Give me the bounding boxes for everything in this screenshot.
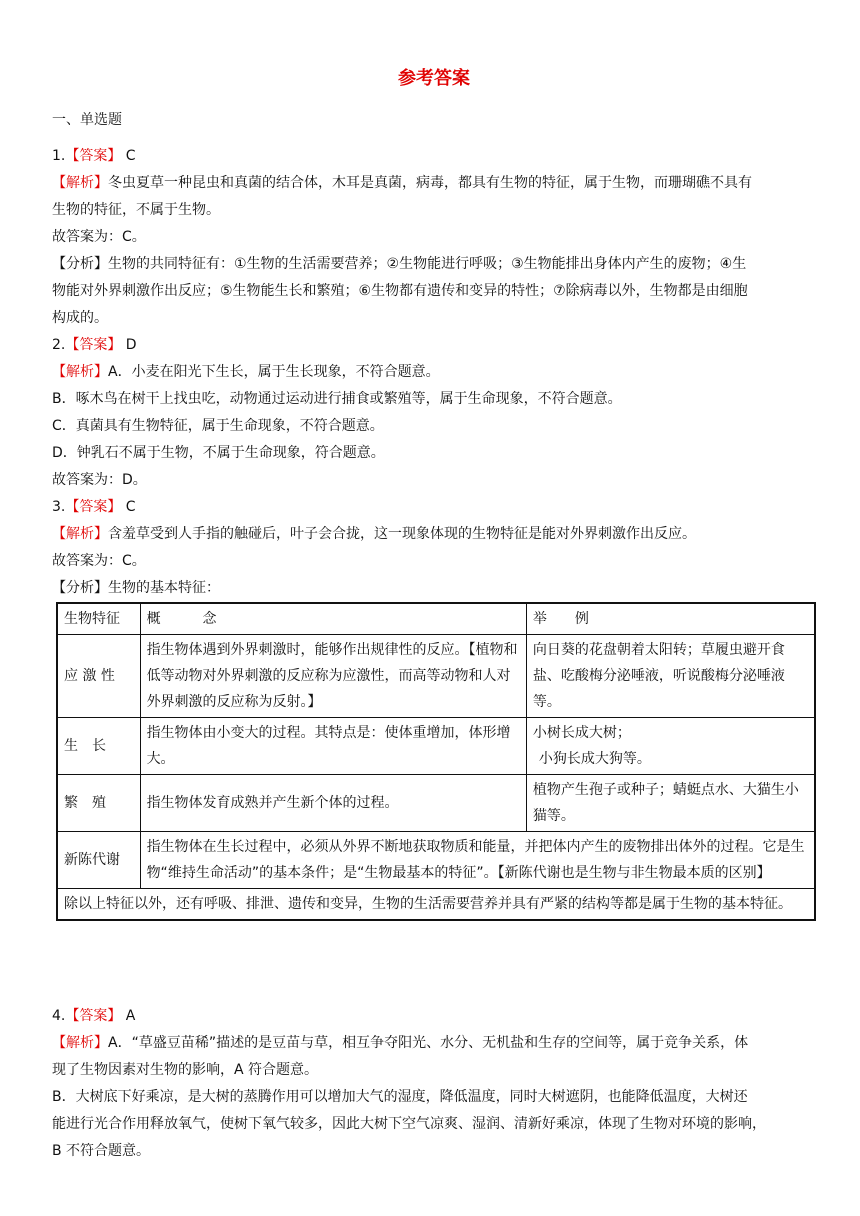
q3-explanation-text: 含羞草受到人手指的触碰后，叶子会合拢，这一现象体现的生物特征是能对外界刺激作出反应。 (108, 526, 696, 542)
feature-name: 应 激 性 (57, 635, 140, 718)
q4-explanation-b1: B．大树底下好乘凉，是大树的蒸腾作用可以增加大气的湿度，降低温度，同时大树遮阴，也能降低温度，大树还 (52, 1089, 748, 1105)
q2-explanation-tag: 【解析】 (52, 364, 108, 380)
feature-concept: 指生物体发育成熟并产生新个体的过程。 (140, 775, 526, 832)
q2-number: 2. (52, 337, 66, 353)
q1-explanation-text: 冬虫夏草一种昆虫和真菌的结合体，木耳是真菌，病毒，都具有生物的特征，属于生物，而珊瑚礁不具有 (108, 175, 752, 191)
q2-explanation-a (52, 362, 816, 382)
q2-answer-tag: 【答案】 (65, 337, 122, 353)
q3-answer-tag: 【答案】 (65, 499, 122, 515)
q4-explanation-a2: 现了生物因素对生物的影响，A 符合题意。 (52, 1062, 319, 1078)
feature-concept: 指生物体由小变大的过程。其特点是：使体重增加，体形增大。 (140, 718, 526, 775)
feature-example-line: 小狗长成大狗等。 (538, 751, 651, 767)
q4-explanation-b3: B 不符合题意。 (52, 1143, 151, 1159)
section-heading: 一、单选题 (52, 112, 122, 128)
q1-answer-tag: 【答案】 (65, 148, 122, 164)
q4-explanation-b2: 能进行光合作用释放氧气，使树下氧气较多，因此大树下空气凉爽、湿润、清新好乘凉，体现了生物对环境的影响， (52, 1116, 766, 1132)
table-row (57, 775, 815, 832)
feature-example: 向日葵的花盘朝着太阳转；草履虫避开食盐、吃酸梅分泌唾液，听说酸梅分泌唾液等。 (526, 635, 815, 718)
table-footer-row (57, 889, 815, 921)
features-table (56, 602, 816, 921)
q3-explanation-line1 (52, 524, 816, 544)
q1-answer-line (52, 146, 816, 166)
table-header-row (57, 603, 815, 635)
table-header-cell: 举 例 (526, 603, 815, 635)
table-header-cell: 概 念 (140, 603, 526, 635)
q4-option-a-text: A．“草盛豆苗稀”描述的是豆苗与草，相互争夺阳光、水分、无机盐和生存的空间等，属于竞争关系，体 (108, 1035, 749, 1051)
q3-analysis-text: 生物的基本特征： (108, 580, 220, 596)
table-header-cell: 生物特征 (57, 603, 140, 635)
q2-option-a-text: A．小麦在阳光下生长，属于生长现象，不符合题意。 (108, 364, 440, 380)
q2-answer: D (121, 337, 137, 353)
q1-number: 1. (52, 148, 66, 164)
feature-name: 繁 殖 (57, 775, 140, 832)
q1-explanation-line1 (52, 173, 816, 193)
q4-answer: A (121, 1008, 136, 1024)
q2-conclusion: 故答案为：D。 (52, 472, 147, 488)
q3-answer-line (52, 497, 816, 517)
q2-explanation-b: B．啄木鸟在树干上找虫吃，动物通过运动进行捕食或繁殖等，属于生命现象，不符合题意。 (52, 391, 622, 407)
q4-explanation-a1 (52, 1033, 816, 1053)
q3-conclusion: 故答案为：C。 (52, 553, 146, 569)
q3-number: 3. (52, 499, 66, 515)
page-title: 参考答案 (398, 68, 470, 89)
feature-example: 植物产生孢子或种子；蜻蜓点水、大猫生小猫等。 (526, 775, 815, 832)
q1-answer: C (121, 148, 136, 164)
q1-explanation-line2: 生物的特征，不属于生物。 (52, 202, 220, 218)
q3-explanation-tag: 【解析】 (52, 526, 108, 542)
feature-name: 新陈代谢 (57, 832, 140, 889)
feature-name: 生 长 (57, 718, 140, 775)
q3-answer: C (121, 499, 136, 515)
q1-analysis-line3: 构成的。 (52, 310, 108, 326)
q1-explanation-tag: 【解析】 (52, 175, 108, 191)
q1-analysis-line1 (52, 254, 816, 274)
feature-concept: 指生物体遇到外界刺激时，能够作出规律性的反应。【植物和低等动物对外界刺激的反应称为应激性，而高等动物和人对外界刺激的反应称为反射。】 (140, 635, 526, 718)
feature-example (526, 718, 815, 775)
table-row (57, 635, 815, 718)
q2-explanation-c: C．真菌具有生物特征，属于生命现象，不符合题意。 (52, 418, 384, 434)
table-footer: 除以上特征以外，还有呼吸、排泄、遗传和变异，生物的生活需要营养并具有严紧的结构等都是属于生物的基本特征。 (57, 889, 815, 921)
q1-analysis-line2: 物能对外界刺激作出反应；⑤生物能生长和繁殖；⑥生物都有遗传和变异的特性；⑦除病毒以外，生物都是由细胞 (52, 283, 748, 299)
feature-concept: 指生物体在生长过程中，必须从外界不断地获取物质和能量，并把体内产生的废物排出体外的过程。它是生物“维持生命活动”的基本条件；是“生物最基本的特征”。【新陈代谢也是生物与非生物最本质的区别】 (140, 832, 815, 889)
q4-explanation-tag: 【解析】 (52, 1035, 108, 1051)
table-row (57, 832, 815, 889)
table-row (57, 718, 815, 775)
q1-analysis-tag: 【分析】 (52, 256, 108, 272)
q1-conclusion: 故答案为：C。 (52, 229, 146, 245)
q3-analysis-tag: 【分析】 (52, 580, 108, 596)
q1-analysis-text: 生物的共同特征有：①生物的生活需要营养；②生物能进行呼吸；③生物能排出身体内产生的废物；④生 (108, 256, 747, 272)
q4-number: 4. (52, 1008, 66, 1024)
q4-answer-line (52, 1006, 816, 1026)
q3-analysis-line1 (52, 578, 816, 598)
q2-explanation-d: D．钟乳石不属于生物，不属于生命现象，符合题意。 (52, 445, 385, 461)
q2-answer-line (52, 335, 816, 355)
q4-answer-tag: 【答案】 (65, 1008, 122, 1024)
feature-example-line: 小树长成大树； (532, 725, 631, 741)
